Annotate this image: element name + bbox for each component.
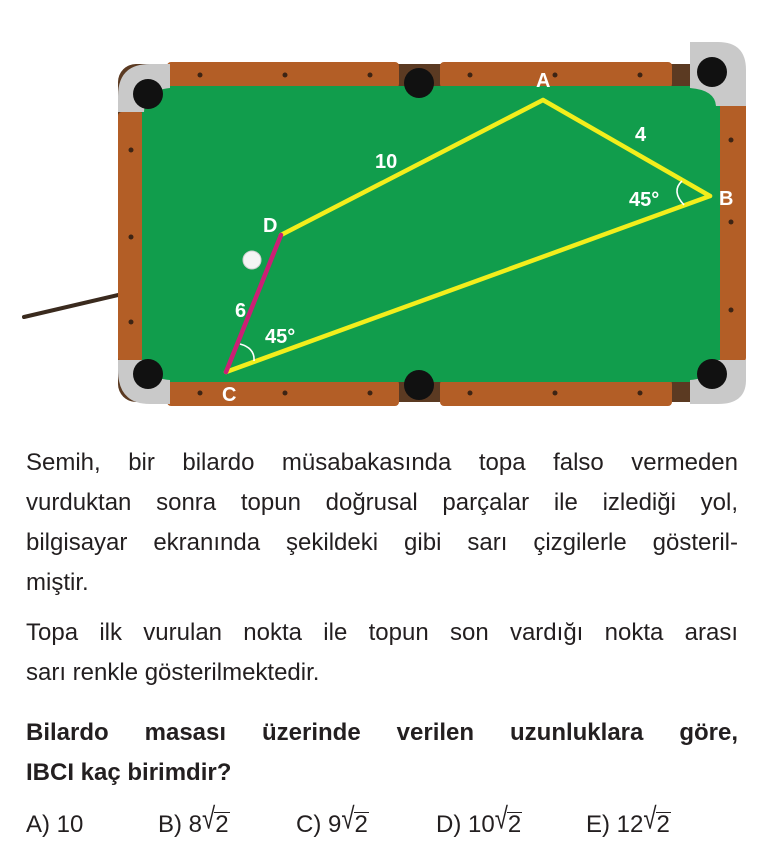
choice-value: 10	[56, 811, 84, 838]
text-line: miştir.	[26, 569, 89, 596]
point-label-b: B	[719, 188, 734, 210]
length-label-da: 10	[375, 151, 398, 173]
choice-letter: B)	[158, 811, 182, 838]
text-line: Semih, bir bilardo müsabakasında topa falso vermeden	[26, 449, 738, 476]
problem-paragraph-2	[26, 613, 738, 693]
length-label-ab: 4	[635, 124, 647, 146]
text-line: IBCI kaç birimdir?	[26, 759, 232, 786]
choice-letter: E)	[586, 811, 610, 838]
text-line: bilgisayar ekranında şekildeki gibi sarı çizgilerle gösteril-	[26, 529, 738, 556]
choice-b[interactable]	[158, 803, 230, 847]
choice-letter: A)	[26, 811, 50, 838]
angle-label-b: 45°	[629, 189, 660, 211]
choice-radicand: 2	[215, 811, 229, 838]
choice-d[interactable]	[436, 803, 522, 847]
choice-a[interactable]	[26, 803, 83, 847]
angle-label-c: 45°	[265, 326, 296, 348]
question-text	[26, 713, 738, 793]
choice-value: 12	[616, 811, 644, 838]
sqrt-icon: √	[494, 802, 508, 836]
sqrt-icon: √	[341, 802, 355, 836]
sqrt-icon: √	[202, 802, 216, 836]
answer-choices	[26, 803, 746, 847]
sqrt-icon: √	[643, 802, 657, 836]
problem-paragraph-1	[26, 443, 738, 603]
choice-radicand: 2	[354, 811, 368, 838]
choice-letter: C)	[296, 811, 322, 838]
choice-letter: D)	[436, 811, 462, 838]
point-label-d: D	[263, 215, 278, 237]
choice-value: 10	[468, 811, 495, 838]
text-line: sarı renkle gösterilmektedir.	[26, 659, 320, 686]
text-line: Topa ilk vurulan nokta ile topun son vardığı nokta arası	[26, 619, 738, 646]
length-label-dc: 6	[235, 300, 247, 322]
choice-c[interactable]	[296, 803, 369, 847]
choice-value: 8	[188, 811, 203, 838]
choice-e[interactable]	[586, 803, 671, 847]
table-felt	[142, 86, 720, 382]
choice-radicand: 2	[656, 811, 670, 838]
text-line: vurduktan sonra topun doğrusal parçalar ile izlediği yol,	[26, 489, 738, 516]
choice-value: 9	[328, 811, 342, 838]
point-label-a: A	[536, 70, 551, 92]
text-line: Bilardo masası üzerinde verilen uzunluklara göre,	[26, 719, 738, 746]
choice-radicand: 2	[507, 811, 522, 838]
point-label-c: C	[222, 384, 237, 406]
cue-ball	[243, 251, 261, 269]
